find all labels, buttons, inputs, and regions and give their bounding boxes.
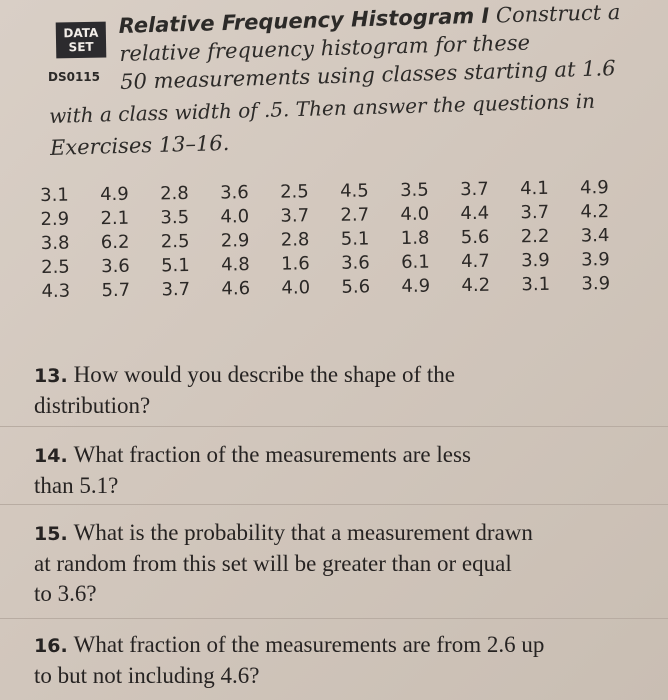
exercise-title: Relative Frequency Histogram I: [118, 3, 490, 38]
measurement-value: 2.5: [160, 230, 190, 253]
measurement-value: 4.9: [100, 183, 129, 206]
exercise-text-1: Construct a: [495, 0, 621, 28]
measurement-value: 3.9: [581, 273, 611, 295]
exercise-line-5: Exercises 13–16.: [49, 130, 230, 160]
exercise-line-1: [118, 0, 620, 38]
measurement-value: 5.7: [101, 279, 131, 302]
question-text: What fraction of the measurements are from 2.6 up: [73, 632, 545, 657]
measurement-value: 4.4: [460, 202, 490, 225]
question-text: How would you describe the shape of the: [73, 362, 455, 387]
measurement-value: 3.5: [399, 179, 429, 201]
measurement-value: 5.1: [161, 254, 190, 277]
divider: [0, 618, 668, 619]
measurement-value: 3.9: [580, 249, 610, 271]
measurement-value: 4.9: [579, 177, 609, 199]
measurement-value: 4.0: [220, 206, 250, 228]
measurement-value: 6.1: [400, 251, 430, 273]
measurement-value: 5.6: [341, 276, 371, 298]
measurement-value: 4.2: [580, 201, 610, 223]
badge-line-1: DATA: [63, 25, 99, 41]
measurement-value: 4.6: [221, 278, 251, 300]
measurement-value: 3.8: [40, 232, 70, 254]
divider: [0, 426, 668, 427]
question-text: What is the probability that a measurement drawn: [73, 520, 533, 545]
measurement-value: 2.8: [280, 229, 310, 251]
measurement-value: 1.8: [400, 227, 430, 249]
measurement-value: 3.9: [520, 249, 550, 272]
question-text: to 3.6?: [34, 581, 97, 606]
data-set-badge: [56, 22, 107, 59]
measurement-value: 4.8: [221, 254, 250, 276]
exercise-line-4: with a class width of .5. Then answer the questions in: [48, 88, 596, 128]
measurement-value: 4.9: [401, 275, 431, 297]
measurement-value: 4.1: [519, 177, 549, 200]
measurement-value: 2.2: [520, 225, 550, 248]
measurement-value: 4.0: [281, 277, 311, 299]
measurement-value: 3.1: [40, 184, 69, 206]
measurement-value: 2.9: [220, 230, 250, 252]
measurement-value: 3.7: [520, 201, 550, 224]
measurement-value: 2.1: [100, 207, 130, 230]
measurement-value: 3.1: [521, 273, 551, 296]
measurement-value: 4.5: [339, 180, 369, 202]
measurement-value: 2.5: [41, 256, 70, 278]
question-text: What fraction of the measurements are less: [73, 442, 471, 467]
question-number: 16.: [34, 635, 68, 657]
measurement-value: 3.7: [459, 178, 489, 201]
question-number: 14.: [34, 445, 68, 467]
question-14: [34, 440, 654, 501]
measurement-value: 5.1: [340, 228, 370, 250]
divider: [0, 504, 668, 505]
measurement-table: [40, 176, 642, 304]
question-text: at random from this set will be greater than or equal: [34, 551, 512, 576]
measurement-value: 4.3: [41, 280, 71, 302]
exercise-line-2: relative frequency histogram for these: [119, 30, 531, 66]
question-text: than 5.1?: [34, 473, 119, 498]
measurement-value: 3.6: [219, 182, 249, 204]
measurement-value: 3.4: [580, 225, 610, 247]
measurement-value: 2.5: [279, 181, 309, 203]
question-15: [34, 518, 654, 609]
measurement-value: 4.2: [461, 274, 491, 297]
measurement-value: 4.0: [400, 203, 430, 225]
dataset-id: DS0115: [48, 70, 101, 84]
measurement-value: 2.8: [160, 182, 189, 205]
measurement-value: 3.6: [101, 255, 130, 278]
measurement-value: 3.7: [280, 205, 310, 227]
exercise-line-3: 50 measurements using classes starting at 1.6: [119, 56, 616, 94]
measurement-value: 6.2: [100, 231, 130, 254]
measurement-value: 3.5: [160, 206, 190, 229]
measurement-value: 3.6: [340, 252, 370, 274]
measurement-value: 2.9: [40, 208, 70, 230]
measurement-value: 3.7: [161, 278, 191, 301]
measurement-value: 5.6: [460, 226, 490, 249]
question-16: [34, 630, 654, 691]
measurement-value: 4.7: [460, 250, 490, 273]
measurement-value: 1.6: [280, 253, 310, 275]
question-text: to but not including 4.6?: [34, 663, 260, 688]
question-13: [34, 360, 654, 421]
measurement-value: 2.7: [340, 204, 370, 226]
question-number: 13.: [34, 365, 68, 387]
question-number: 15.: [34, 523, 68, 545]
badge-line-2: SET: [68, 39, 94, 55]
question-text: distribution?: [34, 393, 151, 418]
